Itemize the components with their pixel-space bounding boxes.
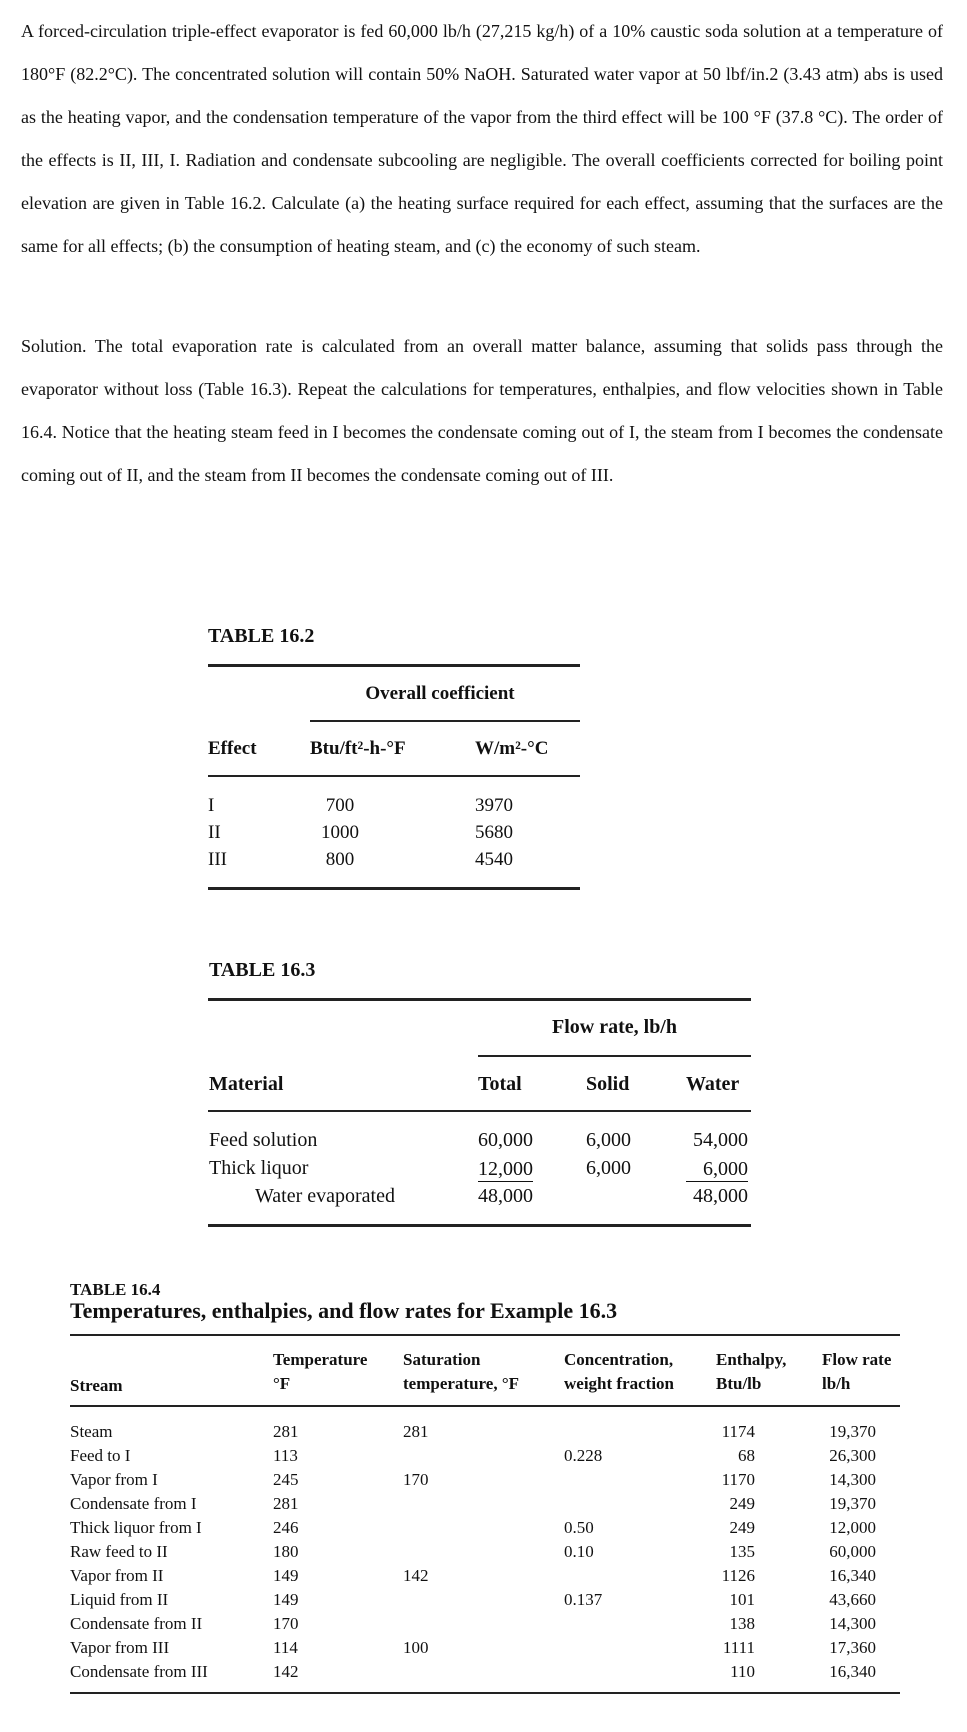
table-16-4-title: Temperatures, enthalpies, and flow rates for Example 16.3 [70,1298,618,1323]
table-row-temp: 170 [273,1614,299,1633]
concentration-header: Concentration, [564,1350,674,1369]
table-row-enthalpy: 101 [729,1590,755,1609]
effect-cell: III [208,849,227,870]
temperature-header: Temperature [273,1350,368,1369]
table-row-stream: Feed to I [70,1446,131,1465]
table-row-conc: 0.50 [564,1518,594,1537]
w-cell: 4540 [475,849,513,870]
table-row-stream: Thick liquor from I [70,1518,202,1537]
table-row-stream: Vapor from II [70,1566,164,1585]
enthalpy-header: Enthalpy, [716,1350,787,1369]
table-row-conc: 0.228 [564,1446,603,1465]
table-row-flow: 60,000 [829,1542,876,1561]
flow-rate-unit-header: lb/h [822,1374,851,1393]
table-row-enthalpy: 249 [729,1518,755,1537]
table-row-stream: Steam [70,1422,113,1441]
table-row-sat: 142 [403,1566,429,1585]
table-row-enthalpy: 68 [738,1446,755,1465]
table-row-temp: 281 [273,1422,299,1441]
table-row-temp: 149 [273,1566,299,1585]
solution-paragraph: Solution. The total evaporation rate is calculated from an overall matter balance, assuming that solids pass through the evaporator without loss (Table 16.3). Repeat the calculations for temperatures, enthalpies, and flow velocities shown in Table 16.4. Notice that the heating steam feed in I becomes the condensate coming out of I, the steam from I becomes the condensate coming out of II, and the steam from II becomes the condensate coming out of III. [21,336,943,485]
material-cell: Water evaporated [255,1185,395,1207]
solid-header: Solid [586,1073,630,1095]
table-row-flow: 26,300 [829,1446,876,1465]
table-row-temp: 114 [273,1638,298,1657]
water-header: Water [686,1073,740,1095]
table-row-stream: Vapor from III [70,1638,170,1657]
table-16-3-group-rule [478,1055,751,1057]
table-row-flow: 14,300 [829,1614,876,1633]
total-cell: 60,000 [478,1129,533,1151]
effect-header: Effect [208,738,257,759]
table-16-4-top-rule [70,1334,900,1336]
enthalpy-unit-header: Btu/lb [716,1374,762,1393]
table-row-enthalpy: 138 [729,1614,755,1633]
material-cell: Thick liquor [209,1157,309,1179]
table-row-sat: 100 [403,1638,429,1657]
table-16-4-bottom-rule [70,1692,900,1694]
table-row-flow: 14,300 [829,1470,876,1489]
table-row-stream: Raw feed to II [70,1542,168,1561]
table-row-temp: 142 [273,1662,299,1681]
table-row-temp: 245 [273,1470,299,1489]
table-row-temp: 281 [273,1494,299,1513]
table-16-2-header-rule [208,775,580,777]
solid-cell: 6,000 [586,1157,631,1179]
table-row-temp: 149 [273,1590,299,1609]
table-row-stream: Condensate from I [70,1494,197,1513]
table-16-3-header-rule [208,1110,751,1112]
table-row-flow: 16,340 [829,1662,876,1681]
table-row-flow: 12,000 [829,1518,876,1537]
total-cell: 12,000 [478,1158,533,1180]
table-row-enthalpy: 135 [729,1542,755,1561]
table-row-stream: Condensate from II [70,1614,203,1633]
saturation-unit-header: temperature, °F [403,1374,519,1393]
total-cell: 48,000 [478,1185,533,1207]
btu-cell: 1000 [321,822,359,843]
table-row-flow: 16,340 [829,1566,876,1585]
table-16-3-bottom-rule [208,1224,751,1227]
material-cell: Feed solution [209,1129,318,1151]
table-16-4-header-rule [70,1405,900,1407]
btu-cell: 700 [325,795,355,816]
flow-rate-header: Flow rate, lb/h [552,1016,677,1038]
table-row-stream: Liquid from II [70,1590,169,1609]
btu-header: Btu/ft²-h-°F [310,738,406,759]
water-cell: 6,000 [686,1157,748,1182]
table-row-sat: 170 [403,1470,429,1489]
table-row-enthalpy: 1170 [721,1470,755,1489]
table-row-stream: Vapor from I [70,1470,158,1489]
table-row-flow: 19,370 [829,1494,876,1513]
table-row-temp: 180 [273,1542,299,1561]
effect-cell: II [208,822,221,843]
water-cell: 54,000 [693,1129,748,1151]
w-cell: 5680 [475,822,513,843]
water-cell: 48,000 [693,1185,748,1207]
table-row-enthalpy: 1174 [721,1422,755,1441]
table-row-flow: 19,370 [829,1422,876,1441]
table-16-4-caption: TABLE 16.4 [70,1280,161,1299]
table-row-flow: 43,660 [829,1590,876,1609]
table-row-temp: 246 [273,1518,299,1537]
table-16-3-top-rule [208,998,751,1001]
table-row-enthalpy: 1111 [722,1638,755,1657]
table-row-enthalpy: 110 [730,1662,755,1681]
btu-cell: 800 [325,849,355,870]
table-row-sat: 281 [403,1422,429,1441]
table-16-2-group-rule [310,720,580,722]
table-row-conc: 0.10 [564,1542,594,1561]
saturation-header: Saturation [403,1350,481,1369]
table-row-temp: 113 [273,1446,298,1465]
stream-header: Stream [70,1376,123,1395]
table-16-2-bottom-rule [208,887,580,890]
table-16-3-caption: TABLE 16.3 [209,959,316,981]
table-row-stream: Condensate from III [70,1662,208,1681]
w-cell: 3970 [475,795,513,816]
solid-cell: 6,000 [586,1129,631,1151]
temperature-unit-header: °F [273,1374,291,1393]
w-header: W/m²-°C [475,738,549,759]
overall-coefficient-header: Overall coefficient [365,683,515,704]
table-16-2-caption: TABLE 16.2 [208,625,315,647]
table-16-2-top-rule [208,664,580,667]
effect-cell: I [208,795,215,816]
material-header: Material [209,1073,284,1095]
flow-rate-header-16-4: Flow rate [822,1350,892,1369]
table-row-enthalpy: 1126 [721,1566,755,1585]
concentration-unit-header: weight fraction [564,1374,675,1393]
table-row-conc: 0.137 [564,1590,603,1609]
problem-statement: A forced-circulation triple-effect evaporator is fed 60,000 lb/h (27,215 kg/h) of a 10% caustic soda solution at a temperature of 180°F (82.2°C). The concentrated solution will contain 50% NaOH. Saturated water vapor at 50 lbf/in.2 (3.43 atm) abs is used as the heating vapor, and the condensation temperature of the vapor from the third effect will be 100 °F (37.8 °C). The order of the effects is II, III, I. Radiation and condensate subcooling are negligible. The overall coefficients corrected for boiling point elevation are given in Table 16.2. Calculate (a) the heating surface required for each effect, assuming that the surfaces are the same for all effects; (b) the consumption of heating steam, and (c) the economy of such steam. [21,21,943,256]
table-row-flow: 17,360 [829,1638,876,1657]
total-header: Total [478,1073,522,1095]
table-row-enthalpy: 249 [729,1494,755,1513]
